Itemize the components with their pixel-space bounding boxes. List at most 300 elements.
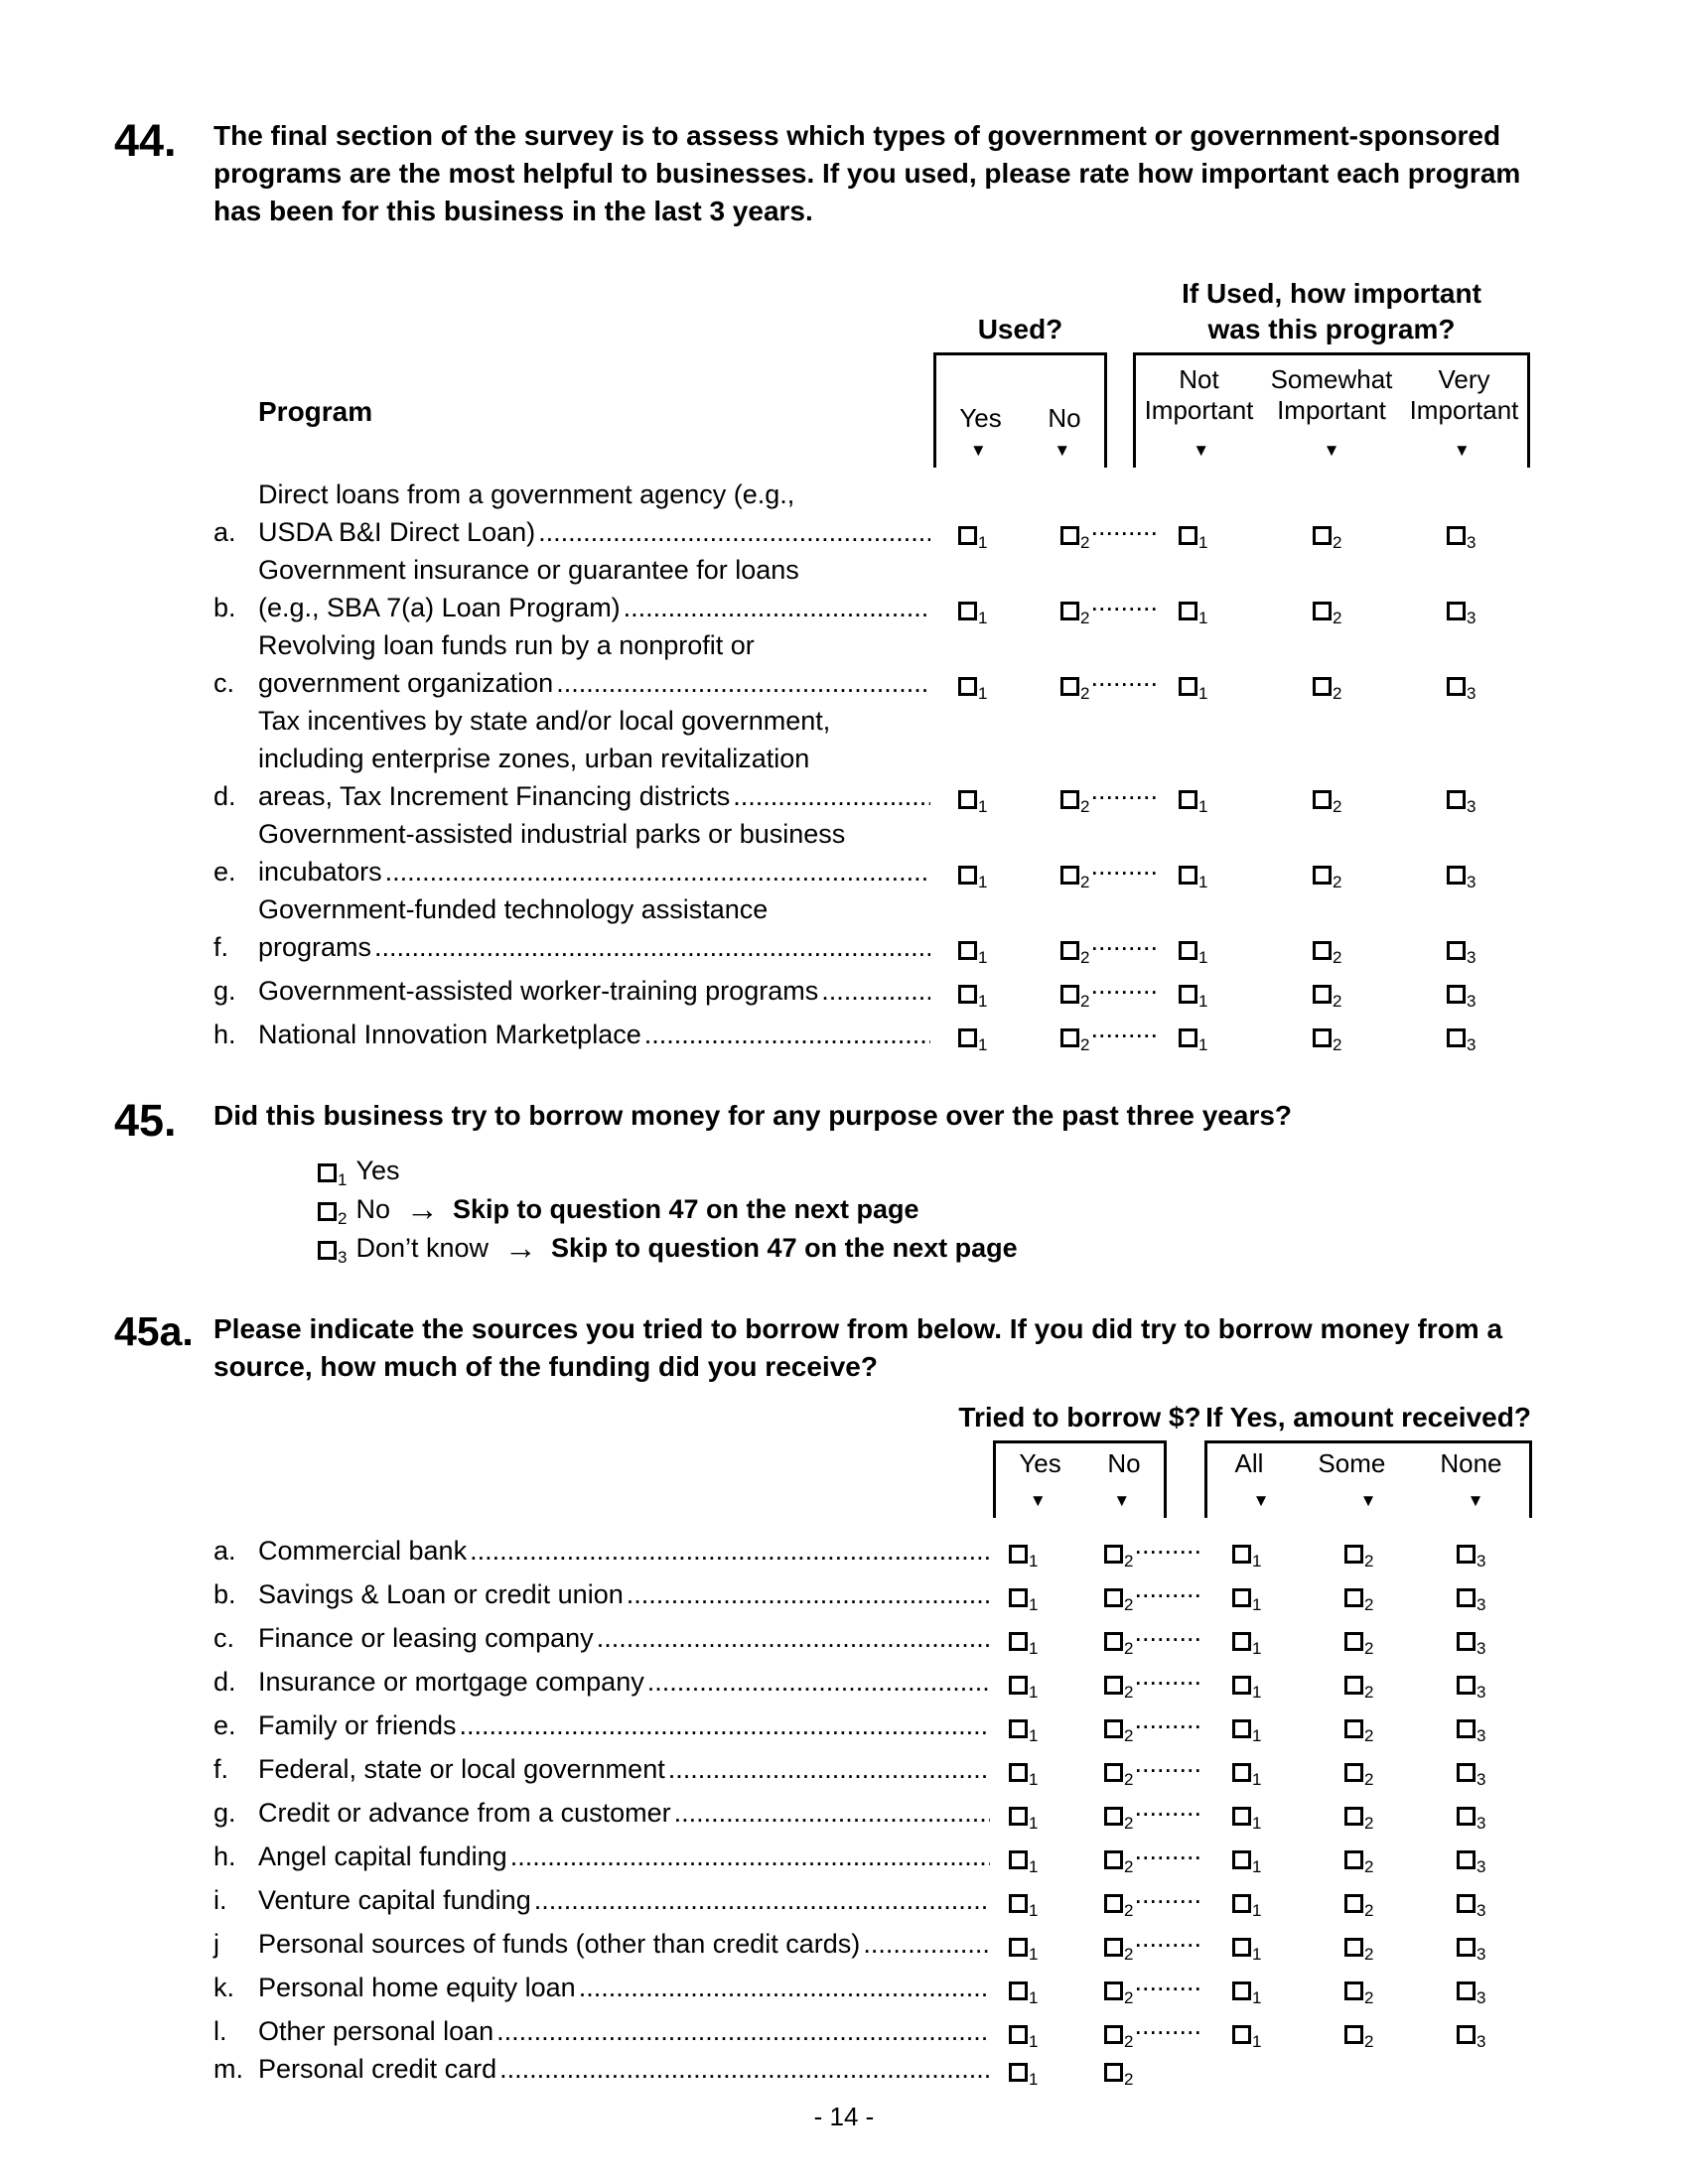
- borrow-no-checkbox[interactable]: [1104, 1545, 1134, 1570]
- borrow-yes-checkbox[interactable]: [1009, 1850, 1039, 1876]
- row-label-line: [258, 1794, 993, 1832]
- checkbox-box-icon: [1344, 1632, 1363, 1651]
- q45-option: [318, 1149, 1599, 1187]
- received-all-checkbox[interactable]: [1232, 1894, 1262, 1920]
- checkbox-subscript: 2: [1080, 992, 1090, 1011]
- not-important-checkbox[interactable]: [1179, 790, 1208, 816]
- q45-option-checkbox[interactable]: [318, 1202, 348, 1228]
- checkbox-box-icon: [1104, 1588, 1123, 1607]
- checkbox-box-icon: [1179, 985, 1197, 1004]
- checkbox-subscript: 2: [1364, 1945, 1374, 1964]
- borrow-yes-checkbox[interactable]: [1009, 2025, 1039, 2051]
- checkbox-subscript: 2: [1124, 1683, 1134, 1702]
- received-all-checkbox[interactable]: [1232, 2025, 1262, 2051]
- skip-instruction: Skip to question 47 on the next page: [551, 1233, 1018, 1263]
- borrow-no-checkbox[interactable]: [1104, 2025, 1134, 2051]
- used-no-checkbox[interactable]: [1060, 677, 1090, 703]
- checkbox-subscript: 1: [978, 684, 988, 703]
- very-important-checkbox[interactable]: [1447, 941, 1477, 967]
- q45a-source-row: [213, 1526, 1599, 1570]
- used-yes-cell: [933, 985, 1033, 1010]
- received-all-checkbox[interactable]: [1232, 1588, 1262, 1614]
- q44-table: [213, 276, 1599, 1053]
- somewhat-important-cell: [1301, 602, 1435, 626]
- row-checkboxes: [993, 1701, 1563, 1744]
- dot-leader: [499, 2050, 990, 2088]
- received-none-cell: [1451, 2025, 1563, 2050]
- checkbox-subscript: 3: [1477, 1726, 1486, 1745]
- row-checkboxes: [933, 507, 1569, 551]
- checkbox-subscript: 2: [1364, 1814, 1374, 1833]
- received-some-checkbox[interactable]: [1344, 1719, 1374, 1745]
- not-important-checkbox[interactable]: [1179, 677, 1208, 703]
- row-label: [258, 1016, 933, 1053]
- checkbox-subscript: 1: [1198, 533, 1208, 552]
- somewhat-important-checkbox[interactable]: [1313, 941, 1342, 967]
- received-some-checkbox[interactable]: [1344, 1545, 1374, 1570]
- q45a-source-row: [213, 1788, 1599, 1832]
- somewhat-important-checkbox[interactable]: [1313, 677, 1342, 703]
- very-important-checkbox[interactable]: [1447, 985, 1477, 1011]
- q45a-source-row: [213, 1875, 1599, 1919]
- checkbox-subscript: 1: [1252, 1552, 1262, 1570]
- received-none-checkbox[interactable]: [1457, 1763, 1486, 1789]
- received-none-checkbox[interactable]: [1457, 1850, 1486, 1876]
- q44-program-row: [213, 815, 1599, 890]
- q44-importance-title-line1: If Used, how important: [1182, 278, 1481, 309]
- not-important-cell: [1167, 941, 1301, 966]
- checkbox-box-icon: [1060, 941, 1079, 960]
- received-none-checkbox[interactable]: [1457, 1588, 1486, 1614]
- borrow-no-checkbox[interactable]: [1104, 1632, 1134, 1658]
- checkbox-subscript: 1: [1029, 1988, 1039, 2007]
- used-yes-checkbox[interactable]: [958, 1028, 988, 1054]
- borrow-yes-checkbox[interactable]: [1009, 1588, 1039, 1614]
- not-important-checkbox[interactable]: [1179, 526, 1208, 552]
- row-checkboxes: [993, 1744, 1563, 1788]
- q44-used-collabels: [936, 355, 1104, 434]
- row-checkboxes: [993, 1613, 1563, 1657]
- checkbox-box-icon: [1009, 1938, 1028, 1957]
- borrow-yes-checkbox[interactable]: [1009, 1807, 1039, 1833]
- checkbox-subscript: 1: [1198, 609, 1208, 627]
- q45a-source-row: [213, 1613, 1599, 1657]
- very-important-checkbox[interactable]: [1447, 677, 1477, 703]
- row-letter: f.: [213, 932, 229, 962]
- row-label: [258, 1663, 993, 1701]
- checkbox-box-icon: [1104, 2025, 1123, 2044]
- received-all-cell: [1226, 1545, 1338, 1570]
- dot-leader: [579, 1969, 990, 2006]
- checkbox-box-icon: [1232, 2025, 1251, 2044]
- row-label-line: Government insurance or guarantee for loans: [258, 555, 799, 585]
- column-label: Yes: [1019, 1448, 1061, 1478]
- dot-separator: .........: [1134, 1530, 1201, 1560]
- checkbox-subscript: 3: [1477, 1901, 1486, 1920]
- received-all-checkbox[interactable]: [1232, 1719, 1262, 1745]
- dot-leader: [510, 1838, 990, 1875]
- borrow-no-cell: [1092, 1744, 1226, 1788]
- checkbox-subscript: 1: [1029, 1726, 1039, 1745]
- checkbox-box-icon: [1104, 1719, 1123, 1738]
- row-label-text: Insurance or mortgage company: [258, 1667, 644, 1697]
- received-all-checkbox[interactable]: [1232, 1632, 1262, 1658]
- row-label: [258, 1969, 993, 2006]
- checkbox-subscript: 2: [1364, 1552, 1374, 1570]
- very-important-checkbox[interactable]: [1447, 602, 1477, 627]
- dot-leader: [647, 1663, 990, 1701]
- received-all-checkbox[interactable]: [1232, 1763, 1262, 1789]
- borrow-no-checkbox[interactable]: [1104, 1719, 1134, 1745]
- q45a-table-header: [213, 1400, 1599, 1518]
- row-label-text: Finance or leasing company: [258, 1623, 594, 1653]
- received-some-checkbox[interactable]: [1344, 2025, 1374, 2051]
- row-label: [258, 626, 933, 702]
- checkbox-box-icon: [1344, 1894, 1363, 1913]
- q45-option-label: Yes: [355, 1156, 400, 1185]
- q44-table-header: [213, 276, 1599, 468]
- received-some-checkbox[interactable]: [1344, 1763, 1374, 1789]
- checkbox-box-icon: [1009, 1632, 1028, 1651]
- checkbox-box-icon: [1457, 1676, 1476, 1695]
- row-label-line: [258, 1575, 993, 1613]
- received-none-cell: [1451, 1938, 1563, 1963]
- received-none-checkbox[interactable]: [1457, 1545, 1486, 1570]
- checkbox-box-icon: [958, 866, 977, 885]
- row-checkboxes: [933, 922, 1569, 966]
- row-checkboxes: [933, 771, 1569, 815]
- borrow-no-checkbox[interactable]: [1104, 1763, 1134, 1789]
- received-none-checkbox[interactable]: [1457, 1981, 1486, 2007]
- borrow-yes-cell: [993, 2063, 1092, 2088]
- q45a-rows: [213, 1526, 1599, 2088]
- received-some-checkbox[interactable]: [1344, 1632, 1374, 1658]
- dot-separator: .........: [1134, 1967, 1201, 1996]
- dot-separator: .........: [1090, 926, 1158, 956]
- row-checkboxes: [993, 2006, 1563, 2050]
- q45-option-checkbox[interactable]: [318, 1163, 348, 1189]
- checkbox-subscript: 1: [1029, 1945, 1039, 1964]
- row-letter: h.: [213, 1842, 236, 1871]
- dot-leader: [538, 513, 930, 551]
- q45-option-label: Don’t know: [355, 1233, 490, 1263]
- received-some-checkbox[interactable]: [1344, 1807, 1374, 1833]
- row-label: [258, 1838, 993, 1875]
- received-all-checkbox[interactable]: [1232, 1981, 1262, 2007]
- column-label: Somewhat Important: [1270, 363, 1393, 425]
- column-pointer-icon: ▼: [1252, 1491, 1270, 1510]
- checkbox-box-icon: [1009, 1719, 1028, 1738]
- dot-separator: .........: [1134, 1836, 1201, 1865]
- checkbox-box-icon: [1447, 941, 1466, 960]
- very-important-cell: [1435, 526, 1569, 551]
- q44-program-row: [213, 476, 1599, 551]
- checkbox-box-icon: [1344, 1807, 1363, 1826]
- skip-arrow-icon: →: [504, 1229, 538, 1266]
- dot-leader: [374, 928, 930, 966]
- used-no-checkbox[interactable]: [1060, 985, 1090, 1011]
- checkbox-box-icon: [958, 677, 977, 696]
- checkbox-subscript: 1: [1252, 1595, 1262, 1614]
- q45a-borrow-bracket: [993, 1440, 1167, 1518]
- checkbox-box-icon: [1104, 1763, 1123, 1782]
- somewhat-important-checkbox[interactable]: [1313, 1028, 1342, 1054]
- checkbox-box-icon: [1344, 1763, 1363, 1782]
- received-some-cell: [1338, 1719, 1451, 1744]
- used-yes-cell: [933, 866, 1033, 890]
- checkbox-box-icon: [1232, 1763, 1251, 1782]
- not-important-cell: [1167, 602, 1301, 626]
- received-none-checkbox[interactable]: [1457, 1938, 1486, 1964]
- borrow-yes-checkbox[interactable]: [1009, 1719, 1039, 1745]
- not-important-checkbox[interactable]: [1179, 985, 1208, 1011]
- column-pointer-icon: ▼: [1453, 441, 1471, 460]
- checkbox-box-icon: [1060, 985, 1079, 1004]
- not-important-cell: [1167, 526, 1301, 551]
- checkbox-box-icon: [1179, 526, 1197, 545]
- checkbox-box-icon: [1313, 790, 1332, 809]
- checkbox-box-icon: [1060, 790, 1079, 809]
- checkbox-box-icon: [1457, 1850, 1476, 1869]
- checkbox-box-icon: [1232, 1894, 1251, 1913]
- row-label: [258, 1619, 993, 1657]
- q44-importance-bracket: [1133, 352, 1530, 468]
- received-none-checkbox[interactable]: [1457, 1719, 1486, 1745]
- checkbox-subscript: 2: [1124, 1814, 1134, 1833]
- row-label-line: [258, 1706, 993, 1744]
- received-all-checkbox[interactable]: [1232, 1850, 1262, 1876]
- received-all-checkbox[interactable]: [1232, 1545, 1262, 1570]
- not-important-checkbox[interactable]: [1179, 866, 1208, 891]
- row-label-line: including enterprise zones, urban revitalization: [258, 744, 810, 773]
- dot-leader: [470, 1532, 990, 1570]
- somewhat-important-checkbox[interactable]: [1313, 866, 1342, 891]
- q45-option-checkbox[interactable]: [318, 1241, 348, 1267]
- very-important-checkbox[interactable]: [1447, 866, 1477, 891]
- received-all-checkbox[interactable]: [1232, 1807, 1262, 1833]
- borrow-no-checkbox[interactable]: [1104, 1807, 1134, 1833]
- somewhat-important-checkbox[interactable]: [1313, 526, 1342, 552]
- not-important-checkbox[interactable]: [1179, 602, 1208, 627]
- borrow-yes-checkbox[interactable]: [1009, 1763, 1039, 1789]
- received-some-cell: [1338, 1763, 1451, 1788]
- used-yes-checkbox[interactable]: [958, 526, 988, 552]
- question-44: [114, 117, 1599, 1053]
- received-some-checkbox[interactable]: [1344, 1938, 1374, 1964]
- received-some-checkbox[interactable]: [1344, 1981, 1374, 2007]
- borrow-no-checkbox[interactable]: [1104, 1676, 1134, 1702]
- checkbox-box-icon: [1104, 1938, 1123, 1957]
- dot-leader: [385, 853, 930, 890]
- row-label-text: Commercial bank: [258, 1536, 468, 1566]
- question-45a-text: Please indicate the sources you tried to borrow from below. If you did try to borrow money from a source, how much of the funding did you receive?: [213, 1313, 1503, 1382]
- received-some-checkbox[interactable]: [1344, 1894, 1374, 1920]
- received-none-checkbox[interactable]: [1457, 1676, 1486, 1702]
- received-none-checkbox[interactable]: [1457, 1807, 1486, 1833]
- checkbox-subscript: 1: [1198, 992, 1208, 1011]
- dot-separator: .........: [1090, 1014, 1158, 1043]
- received-none-cell: [1451, 1807, 1563, 1832]
- checkbox-subscript: 1: [1198, 797, 1208, 816]
- very-important-cell: [1435, 866, 1569, 890]
- borrow-yes-cell: [993, 1850, 1092, 1875]
- borrow-yes-checkbox[interactable]: [1009, 1938, 1039, 1964]
- dot-separator: .........: [1134, 1879, 1201, 1909]
- received-some-cell: [1338, 1676, 1451, 1701]
- dot-separator: .........: [1134, 1923, 1201, 1953]
- borrow-yes-checkbox[interactable]: [1009, 1894, 1039, 1920]
- borrow-no-cell: [1092, 1570, 1226, 1613]
- checkbox-box-icon: [1313, 602, 1332, 620]
- checkbox-box-icon: [1447, 985, 1466, 1004]
- used-no-cell: [1033, 966, 1167, 1010]
- borrow-yes-cell: [993, 2025, 1092, 2050]
- row-label-line: [258, 1881, 993, 1919]
- received-some-checkbox[interactable]: [1344, 1676, 1374, 1702]
- row-label: [258, 2012, 993, 2050]
- very-important-cell: [1435, 985, 1569, 1010]
- checkbox-subscript: 2: [1080, 1035, 1090, 1054]
- row-label-text: Other personal loan: [258, 2016, 494, 2046]
- checkbox-subscript: 1: [978, 797, 988, 816]
- somewhat-important-checkbox[interactable]: [1313, 602, 1342, 627]
- checkbox-subscript: 2: [1364, 1726, 1374, 1745]
- checkbox-subscript: 3: [1467, 609, 1477, 627]
- dot-separator: .........: [1090, 970, 1158, 1000]
- very-important-checkbox[interactable]: [1447, 1028, 1477, 1054]
- borrow-yes-checkbox[interactable]: [1009, 1676, 1039, 1702]
- somewhat-important-cell: [1301, 985, 1435, 1010]
- used-yes-checkbox[interactable]: [958, 985, 988, 1011]
- row-label: [258, 1794, 993, 1832]
- very-important-cell: [1435, 1028, 1569, 1053]
- checkbox-box-icon: [318, 1241, 337, 1260]
- used-no-cell: [1033, 847, 1167, 890]
- very-important-checkbox[interactable]: [1447, 526, 1477, 552]
- received-all-checkbox[interactable]: [1232, 1676, 1262, 1702]
- row-letter: m.: [213, 2054, 243, 2084]
- used-yes-checkbox[interactable]: [958, 866, 988, 891]
- received-some-checkbox[interactable]: [1344, 1588, 1374, 1614]
- q45a-source-row: [213, 1744, 1599, 1788]
- checkbox-subscript: 2: [1124, 1726, 1134, 1745]
- row-label-line: [258, 1663, 993, 1701]
- row-checkboxes: [933, 966, 1569, 1010]
- somewhat-important-cell: [1301, 866, 1435, 890]
- row-letter: e.: [213, 857, 236, 887]
- row-label-line: Tax incentives by state and/or local government,: [258, 706, 831, 736]
- q44-used-bracket: [933, 352, 1107, 468]
- used-yes-checkbox[interactable]: [958, 602, 988, 627]
- used-yes-checkbox[interactable]: [958, 677, 988, 703]
- row-letter: g.: [213, 976, 236, 1006]
- checkbox-subscript: 3: [1467, 533, 1477, 552]
- question-44-number: 44.: [114, 115, 177, 166]
- row-letter: a.: [213, 517, 236, 547]
- very-important-cell: [1435, 941, 1569, 966]
- borrow-no-checkbox[interactable]: [1104, 1981, 1134, 2007]
- received-none-checkbox[interactable]: [1457, 1632, 1486, 1658]
- used-no-checkbox[interactable]: [1060, 941, 1090, 967]
- received-all-checkbox[interactable]: [1232, 1938, 1262, 1964]
- borrow-yes-checkbox[interactable]: [1009, 2063, 1039, 2089]
- used-no-checkbox[interactable]: [1060, 1028, 1090, 1054]
- checkbox-box-icon: [1060, 866, 1079, 885]
- checkbox-subscript: 2: [1364, 1857, 1374, 1876]
- checkbox-subscript: 2: [1124, 1770, 1134, 1789]
- borrow-no-checkbox[interactable]: [1104, 1894, 1134, 1920]
- borrow-no-checkbox[interactable]: [1104, 1938, 1134, 1964]
- somewhat-important-checkbox[interactable]: [1313, 985, 1342, 1011]
- checkbox-subscript: 1: [1252, 1683, 1262, 1702]
- received-none-checkbox[interactable]: [1457, 2025, 1486, 2051]
- not-important-checkbox[interactable]: [1179, 1028, 1208, 1054]
- borrow-yes-checkbox[interactable]: [1009, 1632, 1039, 1658]
- q44-program-row: [213, 626, 1599, 702]
- used-no-checkbox[interactable]: [1060, 526, 1090, 552]
- borrow-no-cell: [1092, 1701, 1226, 1744]
- used-no-checkbox[interactable]: [1060, 602, 1090, 627]
- checkbox-box-icon: [1060, 602, 1079, 620]
- checkbox-box-icon: [1457, 1719, 1476, 1738]
- row-label: [258, 1925, 993, 1963]
- row-label-line: [258, 2050, 993, 2088]
- used-yes-checkbox[interactable]: [958, 941, 988, 967]
- checkbox-box-icon: [1232, 1981, 1251, 2000]
- checkbox-box-icon: [1060, 1028, 1079, 1047]
- checkbox-subscript: 1: [1029, 1814, 1039, 1833]
- q45a-received-title: If Yes, amount received?: [1205, 1402, 1531, 1433]
- checkbox-subscript: 3: [1477, 1552, 1486, 1570]
- row-label-text: government organization: [258, 668, 554, 698]
- dot-leader: [821, 972, 930, 1010]
- column-label: Yes: [959, 403, 1002, 433]
- received-some-cell: [1338, 1938, 1451, 1963]
- q45a-borrow-title: Tried to borrow $?: [958, 1402, 1201, 1433]
- borrow-no-checkbox[interactable]: [1104, 1850, 1134, 1876]
- row-letter: b.: [213, 1579, 236, 1609]
- row-label-line: Government-assisted industrial parks or business: [258, 819, 846, 849]
- checkbox-subscript: 1: [1029, 1552, 1039, 1570]
- borrow-no-checkbox[interactable]: [1104, 2063, 1134, 2089]
- borrow-no-checkbox[interactable]: [1104, 1588, 1134, 1614]
- borrow-yes-checkbox[interactable]: [1009, 1981, 1039, 2007]
- row-label-line: [258, 853, 933, 890]
- used-no-checkbox[interactable]: [1060, 866, 1090, 891]
- received-none-checkbox[interactable]: [1457, 1894, 1486, 1920]
- row-letter: c.: [213, 668, 235, 698]
- checkbox-box-icon: [1344, 1938, 1363, 1957]
- row-label-text: (e.g., SBA 7(a) Loan Program): [258, 593, 621, 622]
- q44-used-group: [933, 312, 1107, 468]
- borrow-yes-checkbox[interactable]: [1009, 1545, 1039, 1570]
- not-important-checkbox[interactable]: [1179, 941, 1208, 967]
- used-no-checkbox[interactable]: [1060, 790, 1090, 816]
- checkbox-box-icon: [318, 1202, 337, 1221]
- checkbox-subscript: 2: [1364, 1639, 1374, 1658]
- row-label-line: Revolving loan funds run by a nonprofit or: [258, 630, 755, 660]
- checkbox-box-icon: [1457, 1763, 1476, 1782]
- row-checkboxes: [993, 1788, 1563, 1832]
- row-checkboxes: [993, 1919, 1563, 1963]
- row-label: [258, 476, 933, 551]
- very-important-checkbox[interactable]: [1447, 790, 1477, 816]
- used-yes-checkbox[interactable]: [958, 790, 988, 816]
- checkbox-subscript: 2: [1124, 1901, 1134, 1920]
- received-some-checkbox[interactable]: [1344, 1850, 1374, 1876]
- received-none-cell: [1451, 1850, 1563, 1875]
- somewhat-important-checkbox[interactable]: [1313, 790, 1342, 816]
